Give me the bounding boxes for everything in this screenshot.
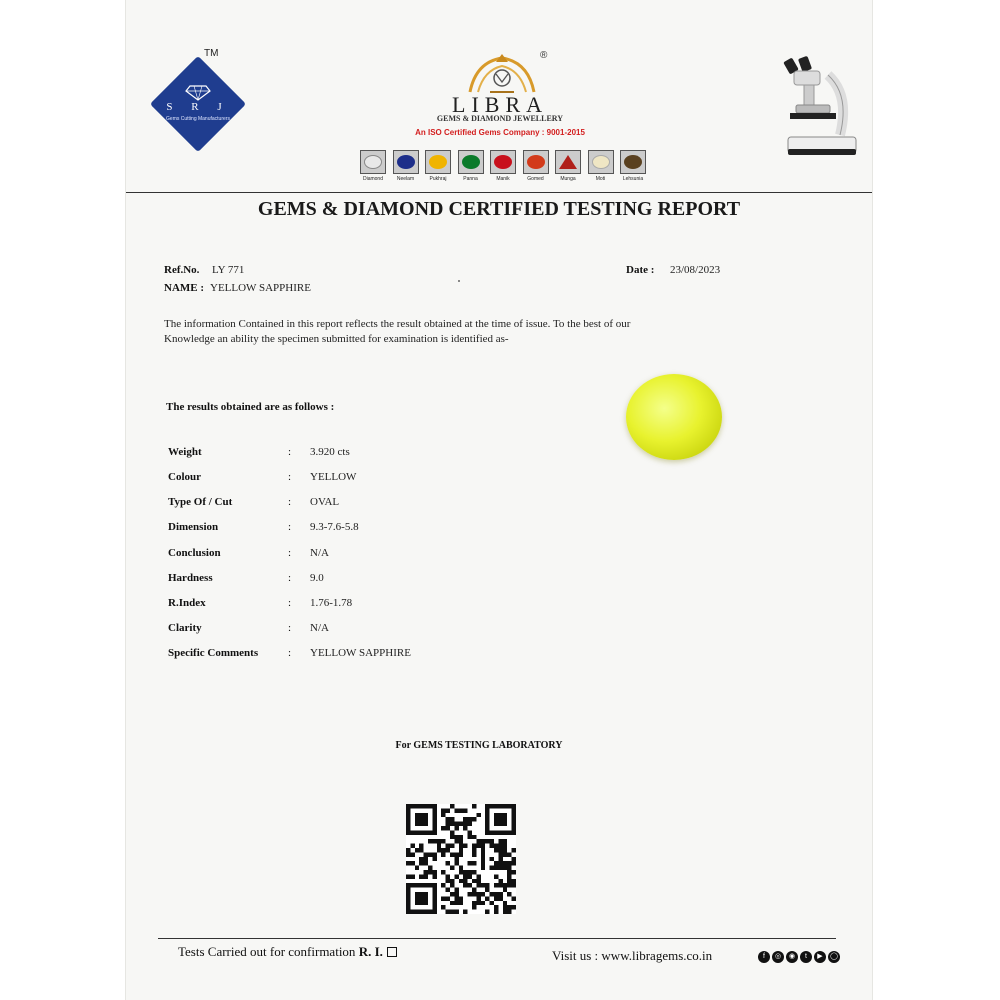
spec-value: OVAL	[310, 496, 340, 508]
rsj-trademark: TM	[204, 48, 219, 59]
spec-colon: :	[288, 597, 292, 609]
gem-item	[586, 150, 616, 190]
checkbox-icon	[387, 947, 397, 957]
spec-key: Type Of / Cut	[168, 496, 233, 508]
spec-colon: :	[288, 446, 292, 458]
report-title: GEMS & DIAMOND CERTIFIED TESTING REPORT	[257, 198, 741, 220]
gem-panna-icon	[462, 155, 480, 169]
libra-brand-name: LIBRA	[452, 92, 548, 117]
lab-signature-line: For GEMS TESTING LABORATORY	[395, 740, 563, 751]
gem-munga-icon	[559, 155, 577, 169]
gem-neelam-icon	[397, 155, 415, 169]
footer-confirmation-text: Tests Carried out for confirmation	[178, 944, 356, 959]
facebook-icon[interactable]: f	[758, 951, 770, 963]
gem-label: Panna	[463, 176, 478, 182]
qr-code-icon[interactable]	[406, 804, 516, 914]
intro-line: The information Contained in this report reflects the result obtained at the time of issue. To the best of our	[164, 318, 631, 330]
spec-value: YELLOW SAPPHIRE	[310, 647, 411, 659]
instagram-icon[interactable]: ◎	[772, 951, 784, 963]
gem-item	[391, 150, 421, 190]
gem-manik-icon	[494, 155, 512, 169]
gem-item	[456, 150, 486, 190]
microscope-icon	[780, 55, 860, 160]
spec-colon: :	[288, 547, 292, 559]
gem-item	[521, 150, 551, 190]
social-icon[interactable]: ◯	[828, 951, 840, 963]
gem-gomed-icon	[527, 155, 545, 169]
footer-confirmation	[178, 944, 397, 960]
spec-value: 3.920 cts	[310, 446, 350, 458]
spec-row	[168, 521, 528, 537]
libra-crest-icon	[466, 52, 538, 96]
spec-value: 9.0	[310, 572, 324, 584]
ref-label: Ref.No.	[164, 264, 200, 276]
spec-value: N/A	[310, 547, 329, 559]
spec-row	[168, 597, 528, 613]
gem-item	[488, 150, 518, 190]
spec-key: Colour	[168, 471, 201, 483]
youtube-icon[interactable]: ▶	[814, 951, 826, 963]
spec-row	[168, 572, 528, 588]
results-heading: The results obtained are as follows :	[166, 401, 335, 413]
spec-value: N/A	[310, 622, 329, 634]
gem-label: Lehsunia	[622, 176, 644, 182]
gem-moti-icon	[592, 155, 610, 169]
rsj-logo	[150, 55, 246, 151]
spec-colon: :	[288, 471, 292, 483]
social-icons	[758, 951, 840, 963]
footer-ri-text: R. I.	[358, 944, 383, 959]
gem-pukhraj-icon	[429, 155, 447, 169]
spec-key: Dimension	[168, 521, 219, 533]
yellow-sapphire-photo	[626, 374, 722, 460]
rsj-tagline: Gems Cutting Manufacturers	[166, 115, 230, 122]
gem-label: Gomed	[527, 176, 544, 182]
footer-website[interactable]: Visit us : www.libragems.co.in	[552, 948, 713, 963]
date-value: 23/08/2023	[670, 264, 721, 276]
spec-key: Conclusion	[168, 547, 221, 559]
gem-label: Neelam	[396, 176, 415, 182]
whatsapp-icon[interactable]: ◉	[786, 951, 798, 963]
spec-row	[168, 471, 528, 487]
libra-subtitle: GEMS & DIAMOND JEWELLERY	[436, 114, 564, 123]
ink-dot	[458, 280, 460, 282]
gem-label: Manik	[496, 176, 510, 182]
intro-paragraph	[164, 317, 764, 347]
gem-item	[618, 150, 648, 190]
spec-colon: :	[288, 572, 292, 584]
diamond-icon	[185, 85, 211, 101]
gem-label: Munga	[560, 176, 576, 182]
spec-value: 9.3-7.6-5.8	[310, 521, 359, 533]
spec-key: Clarity	[168, 622, 202, 634]
spec-row	[168, 496, 528, 512]
spec-colon: :	[288, 521, 292, 533]
spec-row	[168, 622, 528, 638]
gem-lehsunia-icon	[624, 155, 642, 169]
spec-colon: :	[288, 622, 292, 634]
intro-line: Knowledge an ability the specimen submitted for examination is identified as-	[164, 333, 509, 345]
spec-key: R.Index	[168, 597, 206, 609]
footer-rule	[158, 938, 836, 939]
gem-label: Moti	[595, 176, 606, 182]
gem-diamond-icon	[364, 155, 382, 169]
spec-row	[168, 446, 528, 462]
gem-label: Diamond	[362, 176, 383, 182]
title-rule	[126, 192, 872, 193]
gem-swatch-row	[358, 150, 648, 190]
twitter-icon[interactable]: t	[800, 951, 812, 963]
spec-key: Weight	[168, 446, 202, 458]
ref-value: LY 771	[212, 264, 245, 276]
spec-row	[168, 547, 528, 563]
name-value: YELLOW SAPPHIRE	[210, 282, 311, 294]
rsj-letters: S R J	[166, 100, 230, 113]
name-label: NAME :	[164, 282, 205, 294]
spec-colon: :	[288, 647, 292, 659]
spec-key: Specific Comments	[168, 647, 259, 659]
gem-label: Pukhraj	[429, 176, 447, 182]
gem-item	[358, 150, 388, 190]
date-label: Date :	[626, 264, 655, 276]
libra-registered-mark: ®	[540, 50, 548, 61]
spec-colon: :	[288, 496, 292, 508]
spec-row	[168, 647, 528, 663]
spec-key: Hardness	[168, 572, 213, 584]
spec-value: YELLOW	[310, 471, 357, 483]
gem-item	[423, 150, 453, 190]
libra-iso-line: An ISO Certified Gems Company : 9001-2015	[415, 128, 585, 137]
gem-item	[553, 150, 583, 190]
spec-value: 1.76-1.78	[310, 597, 353, 609]
